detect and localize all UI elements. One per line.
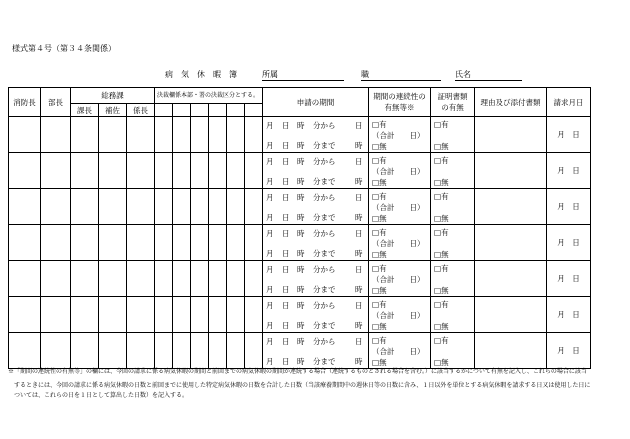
period-to-day: 日 [282, 321, 290, 330]
period-from-day: 日 [282, 301, 290, 310]
period-to-mark: 時 [355, 249, 363, 258]
approval-stamp-cell[interactable] [227, 333, 245, 369]
approval-stamp-cell[interactable] [245, 153, 263, 189]
assistant-stamp-cell[interactable] [99, 189, 127, 225]
reason-cell[interactable] [475, 333, 547, 369]
assistant-stamp-cell[interactable] [99, 117, 127, 153]
table-row [9, 117, 591, 153]
continuity-no-checkbox[interactable]: □無 [372, 250, 387, 259]
dept-head-stamp-cell[interactable] [41, 153, 71, 189]
request-date-placeholder: 月 日 [557, 130, 580, 139]
period-to-min: 分まで [313, 213, 336, 222]
note-line-1: ※「期間の連続性の有無等」の欄には、今回の請求に係る病気休暇の期間と前回までの病気休暇の期間が連続する場合（連続するものとされる場合を含む。）に該当するかについて有無を記入し、これらの場合に該当 [8, 368, 587, 375]
approval-stamp-cell[interactable] [227, 225, 245, 261]
proof-no-checkbox[interactable]: □無 [434, 286, 449, 295]
assistant-stamp-cell[interactable] [99, 297, 127, 333]
assistant-stamp-cell[interactable] [99, 333, 127, 369]
period-to-mark: 時 [355, 321, 363, 330]
period-from-hour: 時 [297, 265, 305, 274]
request-date-placeholder: 月 日 [557, 202, 580, 211]
continuity-cell[interactable] [369, 117, 431, 153]
period-to-min: 分まで [313, 357, 336, 366]
note-line-3: ついては、これらの日を１日として算出した日数）を記入する。 [8, 392, 189, 399]
proof-cell[interactable] [431, 333, 475, 369]
period-from-hour: 時 [297, 301, 305, 310]
approval-stamp-cell[interactable] [155, 225, 173, 261]
period-cell[interactable] [263, 297, 369, 333]
period-to-hour: 時 [297, 357, 305, 366]
note-line-2: するときには、今回の請求に係る病気休暇の日数と前回までに使用した特定病気休暇の日数を合計した日数（当該療養期間中の週休日等の日数に含み、１日以外を単位とする病気休暇を請求する日又は使用した日に [8, 382, 591, 389]
continuity-yes-checkbox[interactable]: □有 [372, 300, 387, 309]
header-reason: 理由及び添付書類 [475, 88, 547, 117]
approval-stamp-cell[interactable] [191, 333, 209, 369]
approval-stamp-cell[interactable] [191, 117, 209, 153]
approval-stamp-cell[interactable] [155, 297, 173, 333]
fire-chief-stamp-cell[interactable] [9, 261, 41, 297]
continuity-yes-checkbox[interactable]: □有 [372, 264, 387, 273]
period-to-day: 日 [282, 213, 290, 222]
request-date-cell[interactable] [547, 117, 591, 153]
proof-cell[interactable] [431, 117, 475, 153]
continuity-no-checkbox[interactable]: □無 [372, 178, 387, 187]
approval-stamp-cell[interactable] [173, 225, 191, 261]
approval-stamp-cell[interactable] [191, 297, 209, 333]
reason-cell[interactable] [475, 297, 547, 333]
continuity-cell[interactable] [369, 153, 431, 189]
subsection-chief-stamp-cell[interactable] [127, 153, 155, 189]
period-cell[interactable] [263, 225, 369, 261]
continuity-no-checkbox[interactable]: □無 [372, 142, 387, 151]
header-subsection-chief: 係長 [127, 104, 155, 117]
form-title: 病 気 休 暇 簿 [165, 70, 237, 79]
approval-cell [155, 104, 173, 117]
fire-chief-stamp-cell[interactable] [9, 297, 41, 333]
period-from-day: 日 [282, 157, 290, 166]
proof-yes-checkbox[interactable]: □有 [434, 192, 449, 201]
header-general-affairs: 総務課 [71, 88, 155, 104]
proof-yes-checkbox[interactable]: □有 [434, 300, 449, 309]
proof-no-checkbox[interactable]: □無 [434, 358, 449, 367]
header-fire-chief: 消防長 [9, 88, 41, 117]
approval-stamp-cell[interactable] [155, 261, 173, 297]
affiliation-label: 所属 [262, 70, 278, 79]
period-to-mark: 時 [355, 285, 363, 294]
request-date-cell[interactable] [547, 153, 591, 189]
subsection-chief-stamp-cell[interactable] [127, 297, 155, 333]
proof-no-checkbox[interactable]: □無 [434, 178, 449, 187]
approval-stamp-cell[interactable] [173, 189, 191, 225]
proof-no-checkbox[interactable]: □無 [434, 142, 449, 151]
subsection-chief-stamp-cell[interactable] [127, 189, 155, 225]
approval-stamp-cell[interactable] [209, 117, 227, 153]
header-period: 申請の期間 [263, 88, 369, 117]
header-proof-line2: の有無 [441, 103, 464, 112]
period-cell[interactable] [263, 189, 369, 225]
header-assistant: 補佐 [99, 104, 127, 117]
proof-cell[interactable] [431, 189, 475, 225]
continuity-total: （合計 日） [372, 347, 425, 356]
continuity-cell[interactable] [369, 261, 431, 297]
assistant-stamp-cell[interactable] [99, 153, 127, 189]
period-to-mark: 時 [355, 177, 363, 186]
period-to-month: 月 [266, 141, 274, 150]
approval-cell [173, 104, 191, 117]
approval-stamp-cell[interactable] [173, 333, 191, 369]
period-to-day: 日 [282, 141, 290, 150]
table-row [9, 333, 591, 369]
continuity-yes-checkbox[interactable]: □有 [372, 156, 387, 165]
table-row [9, 189, 591, 225]
request-date-cell[interactable] [547, 261, 591, 297]
table-row [9, 261, 591, 297]
approval-stamp-cell[interactable] [191, 189, 209, 225]
period-from-month: 月 [266, 337, 274, 346]
period-to-month: 月 [266, 357, 274, 366]
continuity-cell[interactable] [369, 189, 431, 225]
approval-stamp-cell[interactable] [209, 261, 227, 297]
period-to-day: 日 [282, 285, 290, 294]
period-to-month: 月 [266, 249, 274, 258]
approval-cell [245, 104, 263, 117]
proof-no-checkbox[interactable]: □無 [434, 250, 449, 259]
period-from-mark: 日 [355, 229, 363, 238]
period-from-min: 分から [313, 337, 336, 346]
subsection-chief-stamp-cell[interactable] [127, 261, 155, 297]
proof-cell[interactable] [431, 225, 475, 261]
approval-stamp-cell[interactable] [173, 261, 191, 297]
approval-stamp-cell[interactable] [191, 225, 209, 261]
approval-stamp-cell[interactable] [209, 333, 227, 369]
approval-stamp-cell[interactable] [155, 153, 173, 189]
request-date-placeholder: 月 日 [557, 238, 580, 247]
form-number: 様式第４号（第３４条関係） [12, 44, 116, 53]
period-to-month: 月 [266, 285, 274, 294]
affiliation-underline [262, 80, 344, 81]
continuity-total: （合計 日） [372, 275, 425, 284]
section-chief-stamp-cell[interactable] [71, 189, 99, 225]
header-continuity [369, 88, 431, 117]
reason-cell[interactable] [475, 189, 547, 225]
period-to-day: 日 [282, 249, 290, 258]
approval-stamp-cell[interactable] [245, 297, 263, 333]
approval-stamp-cell[interactable] [173, 117, 191, 153]
section-chief-stamp-cell[interactable] [71, 225, 99, 261]
approval-cell [227, 104, 245, 117]
fire-chief-stamp-cell[interactable] [9, 153, 41, 189]
period-cell[interactable] [263, 117, 369, 153]
period-from-month: 月 [266, 265, 274, 274]
request-date-cell[interactable] [547, 189, 591, 225]
period-from-hour: 時 [297, 193, 305, 202]
period-to-hour: 時 [297, 213, 305, 222]
period-from-min: 分から [313, 121, 336, 130]
name-underline [455, 80, 522, 81]
period-from-mark: 日 [355, 121, 363, 130]
header-continuity-line2: 有無等※ [384, 103, 415, 112]
period-from-hour: 時 [297, 229, 305, 238]
approval-stamp-cell[interactable] [191, 153, 209, 189]
period-from-day: 日 [282, 229, 290, 238]
continuity-cell[interactable] [369, 297, 431, 333]
period-from-min: 分から [313, 265, 336, 274]
period-to-month: 月 [266, 177, 274, 186]
period-to-mark: 時 [355, 141, 363, 150]
reason-cell[interactable] [475, 225, 547, 261]
section-chief-stamp-cell[interactable] [71, 153, 99, 189]
period-from-hour: 時 [297, 121, 305, 130]
period-to-min: 分まで [313, 285, 336, 294]
request-date-placeholder: 月 日 [557, 166, 580, 175]
period-from-day: 日 [282, 265, 290, 274]
approval-stamp-cell[interactable] [209, 225, 227, 261]
header-proof-line1: 証明書類 [437, 92, 468, 101]
approval-stamp-cell[interactable] [155, 117, 173, 153]
position-label: 職 [361, 70, 369, 79]
period-from-month: 月 [266, 229, 274, 238]
proof-cell[interactable] [431, 297, 475, 333]
proof-no-checkbox[interactable]: □無 [434, 322, 449, 331]
header-proof [431, 88, 475, 117]
approval-stamp-cell[interactable] [227, 261, 245, 297]
dept-head-stamp-cell[interactable] [41, 333, 71, 369]
proof-cell[interactable] [431, 153, 475, 189]
assistant-stamp-cell[interactable] [99, 261, 127, 297]
request-date-cell[interactable] [547, 333, 591, 369]
approval-cell [209, 104, 227, 117]
request-date-cell[interactable] [547, 297, 591, 333]
period-cell[interactable] [263, 153, 369, 189]
header-request-date: 請求月日 [547, 88, 591, 117]
section-chief-stamp-cell[interactable] [71, 297, 99, 333]
assistant-stamp-cell[interactable] [99, 225, 127, 261]
period-from-day: 日 [282, 337, 290, 346]
period-to-hour: 時 [297, 285, 305, 294]
approval-stamp-cell[interactable] [227, 117, 245, 153]
table-row [9, 225, 591, 261]
reason-cell[interactable] [475, 117, 547, 153]
dept-head-stamp-cell[interactable] [41, 297, 71, 333]
period-from-min: 分から [313, 301, 336, 310]
period-to-day: 日 [282, 357, 290, 366]
request-date-cell[interactable] [547, 225, 591, 261]
continuity-yes-checkbox[interactable]: □有 [372, 192, 387, 201]
dept-head-stamp-cell[interactable] [41, 117, 71, 153]
proof-yes-checkbox[interactable]: □有 [434, 120, 449, 129]
continuity-no-checkbox[interactable]: □無 [372, 322, 387, 331]
fire-chief-stamp-cell[interactable] [9, 333, 41, 369]
approval-stamp-cell[interactable] [191, 261, 209, 297]
period-from-min: 分から [313, 157, 336, 166]
reason-cell[interactable] [475, 261, 547, 297]
section-chief-stamp-cell[interactable] [71, 261, 99, 297]
approval-stamp-cell[interactable] [245, 225, 263, 261]
approval-stamp-cell[interactable] [245, 333, 263, 369]
period-to-mark: 時 [355, 213, 363, 222]
request-date-placeholder: 月 日 [557, 346, 580, 355]
period-to-min: 分まで [313, 321, 336, 330]
sick-leave-table [8, 87, 591, 369]
header-section-chief: 課長 [71, 104, 99, 117]
approval-cell [191, 104, 209, 117]
continuity-total: （合計 日） [372, 167, 425, 176]
continuity-cell[interactable] [369, 225, 431, 261]
section-chief-stamp-cell[interactable] [71, 117, 99, 153]
approval-stamp-cell[interactable] [155, 189, 173, 225]
period-from-mark: 日 [355, 301, 363, 310]
request-date-placeholder: 月 日 [557, 274, 580, 283]
period-from-day: 日 [282, 193, 290, 202]
request-date-placeholder: 月 日 [557, 310, 580, 319]
fire-chief-stamp-cell[interactable] [9, 117, 41, 153]
period-cell[interactable] [263, 261, 369, 297]
period-to-month: 月 [266, 213, 274, 222]
approval-stamp-cell[interactable] [227, 153, 245, 189]
continuity-total: （合計 日） [372, 311, 425, 320]
period-to-hour: 時 [297, 177, 305, 186]
period-from-min: 分から [313, 229, 336, 238]
data-rows [9, 117, 591, 369]
period-from-day: 日 [282, 121, 290, 130]
approval-stamp-cell[interactable] [245, 117, 263, 153]
dept-head-stamp-cell[interactable] [41, 189, 71, 225]
period-to-min: 分まで [313, 249, 336, 258]
subsection-chief-stamp-cell[interactable] [127, 117, 155, 153]
subsection-chief-stamp-cell[interactable] [127, 225, 155, 261]
proof-no-checkbox[interactable]: □無 [434, 214, 449, 223]
approval-stamp-cell[interactable] [245, 261, 263, 297]
subsection-chief-stamp-cell[interactable] [127, 333, 155, 369]
continuity-no-checkbox[interactable]: □無 [372, 214, 387, 223]
period-from-hour: 時 [297, 337, 305, 346]
approval-stamp-cell[interactable] [173, 297, 191, 333]
period-to-month: 月 [266, 321, 274, 330]
period-from-month: 月 [266, 157, 274, 166]
proof-yes-checkbox[interactable]: □有 [434, 336, 449, 345]
period-to-min: 分まで [313, 141, 336, 150]
continuity-total: （合計 日） [372, 239, 425, 248]
header-approval-note: 決裁欄係本部・署の決裁区分とする。 [155, 88, 263, 104]
header-continuity-line1: 期間の連続性の [373, 92, 426, 101]
period-to-hour: 時 [297, 321, 305, 330]
approval-stamp-cell[interactable] [209, 297, 227, 333]
period-from-hour: 時 [297, 157, 305, 166]
continuity-yes-checkbox[interactable]: □有 [372, 336, 387, 345]
period-from-mark: 日 [355, 157, 363, 166]
period-from-mark: 日 [355, 337, 363, 346]
proof-cell[interactable] [431, 261, 475, 297]
approval-stamp-cell[interactable] [209, 153, 227, 189]
section-chief-stamp-cell[interactable] [71, 333, 99, 369]
period-cell[interactable] [263, 333, 369, 369]
dept-head-stamp-cell[interactable] [41, 261, 71, 297]
approval-stamp-cell[interactable] [227, 189, 245, 225]
continuity-no-checkbox[interactable]: □無 [372, 358, 387, 367]
continuity-total: （合計 日） [372, 203, 425, 212]
fire-chief-stamp-cell[interactable] [9, 189, 41, 225]
continuity-yes-checkbox[interactable]: □有 [372, 120, 387, 129]
header-dept-head: 部長 [41, 88, 71, 117]
period-to-hour: 時 [297, 141, 305, 150]
table-row [9, 297, 591, 333]
table-row [9, 153, 591, 189]
period-from-month: 月 [266, 121, 274, 130]
proof-yes-checkbox[interactable]: □有 [434, 228, 449, 237]
period-from-min: 分から [313, 193, 336, 202]
approval-stamp-cell[interactable] [173, 153, 191, 189]
approval-stamp-cell[interactable] [245, 189, 263, 225]
period-to-mark: 時 [355, 357, 363, 366]
dept-head-stamp-cell[interactable] [41, 225, 71, 261]
fire-chief-stamp-cell[interactable] [9, 225, 41, 261]
continuity-cell[interactable] [369, 333, 431, 369]
proof-yes-checkbox[interactable]: □有 [434, 156, 449, 165]
position-underline [361, 80, 441, 81]
proof-yes-checkbox[interactable]: □有 [434, 264, 449, 273]
approval-stamp-cell[interactable] [227, 297, 245, 333]
period-from-month: 月 [266, 193, 274, 202]
continuity-no-checkbox[interactable]: □無 [372, 286, 387, 295]
continuity-total: （合計 日） [372, 131, 425, 140]
continuity-yes-checkbox[interactable]: □有 [372, 228, 387, 237]
period-from-month: 月 [266, 301, 274, 310]
period-to-min: 分まで [313, 177, 336, 186]
approval-stamp-cell[interactable] [155, 333, 173, 369]
period-from-mark: 日 [355, 193, 363, 202]
period-from-mark: 日 [355, 265, 363, 274]
approval-stamp-cell[interactable] [209, 189, 227, 225]
name-label: 氏名 [455, 70, 471, 79]
period-to-day: 日 [282, 177, 290, 186]
period-to-hour: 時 [297, 249, 305, 258]
reason-cell[interactable] [475, 153, 547, 189]
